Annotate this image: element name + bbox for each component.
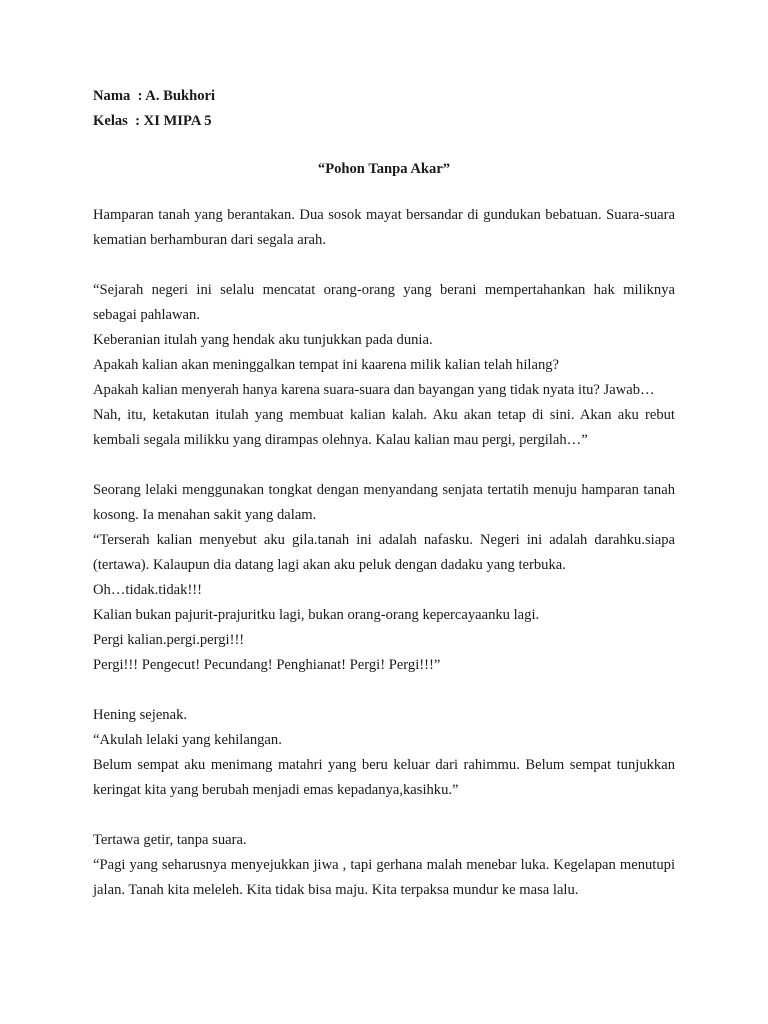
student-name: Nama : A. Bukhori (93, 88, 216, 104)
paragraph: Kalian bukan pajurit-prajuritku lagi, bukan orang-orang kepercayaanku lagi. (93, 607, 540, 623)
paragraph: Hening sejenak. (93, 707, 188, 723)
paragraph: “Akulah lelaki yang kehilangan. (93, 732, 282, 748)
paragraph: Oh…tidak.tidak!!! (93, 582, 203, 598)
paragraph: “Pagi yang seharusnya menyejukkan jiwa , tapi gerhana malah menebar luka. Kegelapan menutupi jalan. Tanah kita meleleh. Kita tidak bisa maju. Kita terpaksa mundur ke masa lalu. (93, 857, 675, 898)
paragraph: Tertawa getir, tanpa suara. (93, 832, 247, 848)
paragraph: Nah, itu, ketakutan itulah yang membuat kalian kalah. Aku akan tetap di sini. Akan aku rebut kembali segala milikku yang dirampas olehnya. Kalau kalian mau pergi, pergilah…” (93, 407, 675, 448)
paragraph: Apakah kalian menyerah hanya karena suara-suara dan bayangan yang tidak nyata itu? Jawab… (93, 382, 655, 398)
student-class: Kelas : XI MIPA 5 (93, 113, 212, 129)
story-title: “Pohon Tanpa Akar” (317, 161, 451, 177)
paragraph: “Sejarah negeri ini selalu mencatat orang-orang yang berani mempertahankan hak miliknya sebagai pahlawan. (93, 282, 675, 323)
paragraph: “Terserah kalian menyebut aku gila.tanah ini adalah nafasku. Negeri ini adalah darahku.siapa (tertawa). Kalaupun dia datang lagi akan aku peluk dengan dadaku yang terbuka. (93, 532, 675, 573)
paragraph: Pergi kalian.pergi.pergi!!! (93, 632, 245, 648)
paragraph: Keberanian itulah yang hendak aku tunjukkan pada dunia. (93, 332, 433, 348)
paragraph: Seorang lelaki menggunakan tongkat dengan menyandang senjata tertatih menuju hamparan tanah kosong. Ia menahan sakit yang dalam. (93, 482, 675, 523)
paragraph: Apakah kalian akan meninggalkan tempat ini kaarena milik kalian telah hilang? (93, 357, 560, 373)
paragraph: Belum sempat aku menimang matahri yang beru keluar dari rahimmu. Belum sempat tunjukkan keringat kita yang berubah menjadi emas kepadanya,kasihku.” (93, 757, 675, 798)
paragraph-gap (93, 678, 675, 703)
paragraph: Pergi!!! Pengecut! Pecundang! Penghianat! Pergi! Pergi!!!” (93, 657, 441, 673)
paragraph-gap (93, 803, 675, 828)
paragraph: Hamparan tanah yang berantakan. Dua sosok mayat bersandar di gundukan bebatuan. Suara-suara kematian berhamburan dari segala arah. (93, 207, 675, 248)
paragraph-gap (93, 453, 675, 478)
paragraph-gap (93, 253, 675, 278)
document-page (93, 84, 675, 903)
